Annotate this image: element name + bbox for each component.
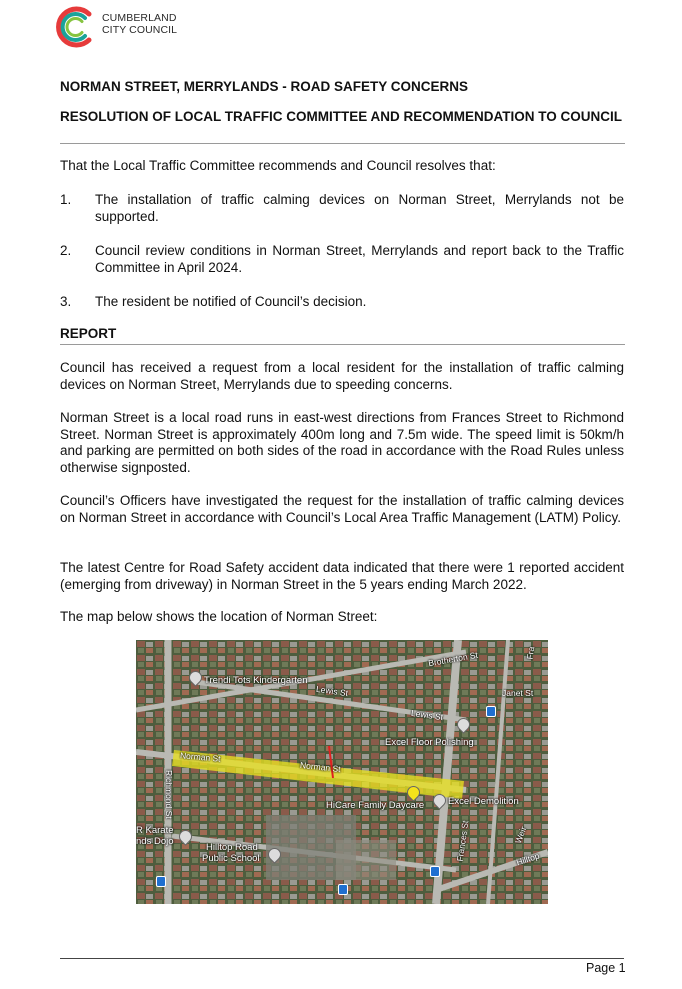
map-label: Excel Floor Polishing [385, 737, 474, 748]
council-logo [52, 4, 182, 52]
report-paragraph: Norman Street is a local road runs in east-west directions from Frances Street to Richmond Street. Norman Street is approximately 400m long and 7.5m wide. The speed limit is 50km/h and parking are permitted on both sides of the road in accordance with the Road Rules unless otherwise signposted. [60, 410, 624, 475]
road-label: Lewis St [410, 707, 444, 723]
org-name-line2: CITY COUNCIL [102, 24, 178, 36]
heading-rule [60, 143, 625, 144]
org-name [102, 12, 177, 36]
road-label: Lewis St [315, 683, 349, 699]
map-label: Excel Demolition [448, 796, 519, 807]
resolution-heading: RESOLUTION OF LOCAL TRAFFIC COMMITTEE AND RECOMMENDATION TO COUNCIL [60, 109, 622, 124]
bus-stop-icon [338, 884, 348, 895]
report-heading: REPORT [60, 326, 117, 341]
item-text: The installation of traffic calming devices on Norman Street, Merrylands not be supported. [95, 192, 624, 224]
road-label: Hilltop [515, 850, 541, 868]
bus-stop-icon [430, 866, 440, 877]
map-label: Hilltop Road [206, 842, 258, 853]
road-label: Norman St [179, 750, 221, 764]
map-label: R Karate [136, 825, 174, 836]
road-label: Frances St [454, 819, 471, 863]
item-number: 1. [60, 192, 72, 207]
bus-stop-icon [156, 876, 166, 887]
item-text: Council review conditions in Norman Street, Merrylands and report back to the Traffic Committee in April 2024. [95, 243, 624, 275]
road-label: Richmond St [164, 770, 174, 819]
item-number: 3. [60, 294, 72, 309]
road-label: Brotherton St [427, 649, 479, 669]
resolution-intro: That the Local Traffic Committee recommends and Council resolves that: [60, 158, 496, 173]
council-logo-icon [52, 4, 98, 50]
map-label: HiCare Family Daycare [326, 800, 425, 811]
road-label: Norman St [299, 759, 342, 775]
location-map[interactable] [136, 640, 548, 904]
document-title: NORMAN STREET, MERRYLANDS - ROAD SAFETY CONCERNS [60, 79, 469, 94]
item-text: The resident be notified of Council’s decision. [95, 294, 367, 309]
heading-rule [60, 344, 625, 345]
footer-rule [60, 958, 624, 959]
bus-stop-icon [486, 706, 496, 717]
road-label: Weir [513, 825, 529, 845]
report-paragraph: Council’s Officers have investigated the request for the installation of traffic calming devices on Norman Street in accordance with Council’s Local Area Traffic Management (LATM) Policy. [60, 493, 624, 525]
map-label: Public School [202, 853, 260, 864]
road-label: Fra [524, 645, 537, 661]
map-label: nds Dojo [136, 836, 174, 847]
org-name-line1: CUMBERLAND [102, 12, 177, 24]
road-label: Janet St [502, 688, 534, 698]
report-paragraph: Council has received a request from a local resident for the installation of traffic calming devices on Norman Street, Merrylands due to speeding concerns. [60, 360, 624, 392]
item-number: 2. [60, 243, 72, 258]
report-paragraph: The map below shows the location of Norman Street: [60, 609, 378, 624]
page-number: Page 1 [586, 961, 626, 975]
map-label: Trendi Tots Kindergarten [204, 675, 308, 686]
report-paragraph: The latest Centre for Road Safety accident data indicated that there were 1 reported accident (emerging from driveway) in Norman Street in the 5 years ending March 2022. [60, 560, 624, 592]
